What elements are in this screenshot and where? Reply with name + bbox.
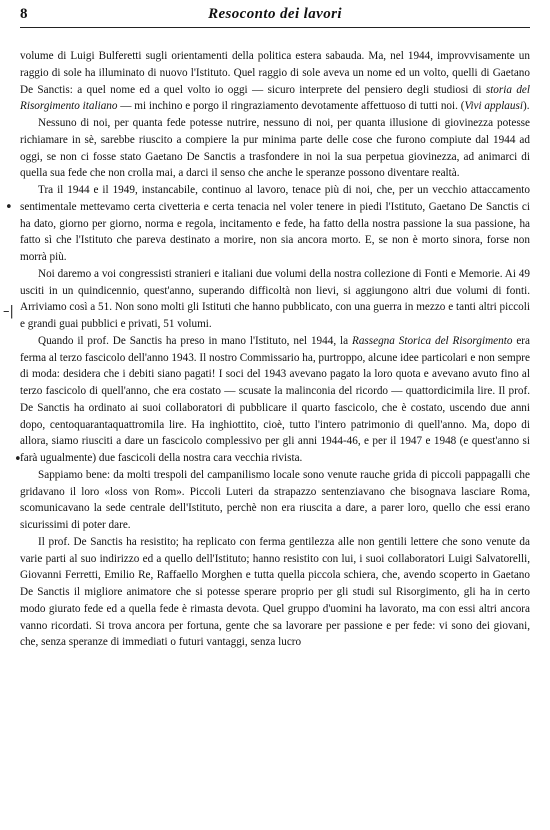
page-header: [20, 6, 530, 28]
body-text: [20, 48, 530, 651]
text-run: era ferma al terzo fascicolo dell'anno 1943. Il nostro Commissario ha, purtroppo, alcune idee particolari e non sempre di moda: desidera che i debiti siano pagati! I soci del 1943 avevano pagato la loro quota e avevano avuto fino al terzo fascicolo di quell'anno, che era costato — scusate la malinconia del ricordo — quattordicimila lire. Il prof. De Sanctis ha ordinato ai suoi collaboratori di pubblicare il quarto fascicolo, che è costato, uscendo due anni dopo, centoquarantaquattromila lire. Ha inghiottito, cioè, tutto l'intero patrimonio di quell'anno. Ma, dopo di allora, siamo riusciti a dare un fascicolo complessivo per gli anni 1944-46, e per il 1947 e 1948 (e quest'anno si farà ugualmente) due fascicoli della nostra cara vecchia rivista.: [20, 334, 530, 464]
text-run: Quando il prof. De Sanctis ha preso in mano l'Istituto, nel 1944, la: [38, 334, 352, 347]
text-run: Tra il 1944 e il 1949, instancabile, continuo al lavoro, tenace più di noi, che, per un vecchio attaccamento sentimentale mettevamo certa civetteria e certa tenacia nel voler tenere in piedi l'Istituto, Gaetano De Sanctis ci ha dato, giorno per giorno, norma e regola, incitamento e fede, ha fatto della nostra passione la sua passione, ha fatto sì che l'Istituto che pareva destinato a morire, non sia ancora morto. E, se non è morto sinora, forse non morrà più.: [20, 184, 530, 263]
paragraph-p3: [20, 182, 530, 266]
text-run: Il prof. De Sanctis ha resistito; ha replicato con ferma gentilezza alle non gentili lettere che sono venute da varie parti al suo indirizzo ed a quello dell'Istituto; hanno resistito con lui, i suoi collaboratori Luigi Salvatorelli, Giovanni Ferretti, Emilio Re, Raffaello Morghen e tutta quella piccola schiera, che, avendo scoperto in Gaetano De Sanctis il migliore animatore che si potesse sperare proprio per gli studi sul Risorgimento, gli ha in certo modo giurato fede ed a quella fede è rimasta devota. Quel gruppo d'uomini ha lavorato, ma con essi altri ancora vanno ricordati. Si trova ancora per fortuna, gente che sa lavorare per passione e per fede: vi sono dei giovani, che, senza speranze di immediati o futuri vantaggi, senza lucro: [20, 535, 530, 649]
italic-text: Rassegna Storica del Risorgimento: [351, 334, 513, 347]
running-title: Resoconto dei lavori: [208, 6, 342, 22]
page-number: 8: [20, 6, 28, 22]
text-run: Nessuno di noi, per quanta fede potesse nutrire, nessuno di noi, per quanta illusione di giovinezza potesse richiamare in sè, sarebbe riuscito a compiere la pur minima parte delle cose che furono compiute dal 1944 ad oggi, se non ci fosse stato Gaetano De Sanctis a trasfondere in noi la sua perpetua giovinezza, ad animarci di quella sua fede che non crolla mai, a darci il senso che anche le speranze possono diventare realtà.: [20, 117, 530, 180]
margin-mark: •: [14, 452, 22, 467]
paragraph-p5: [20, 333, 530, 467]
text-run: ).: [522, 100, 530, 113]
paragraph-p2: [20, 115, 530, 182]
header-rule: [20, 27, 530, 28]
text-run: Sappiamo bene: da molti trespoli del campanilismo locale sono venute rauche grida di piccoli pappagalli che gridavano il loro «loss von Rom». Piccoli Luteri da strapazzo sentenziavano che bisognava lasciare Roma, scomunicavano la sede centrale dell'Istituto, perchè non era riuscita a dare, a parer loro, quello che essi erano sicurissimi di poter dare.: [20, 468, 530, 531]
margin-mark: –|: [3, 304, 14, 319]
italic-text: storia del Risorgimento italiano: [20, 83, 530, 113]
margin-mark: •: [5, 200, 13, 215]
text-run: volume di Luigi Bulferetti sugli orientamenti della politica estera sabauda. Ma, nel 1944, improvvisamente un raggio di sole ha illuminato di nuovo l'Istituto. Quel raggio di sole aveva un nome ed un volto, quelli di Gaetano De Sanctis: a quel nome ed a quel volto io oggi — sicuro interprete del pensiero degli studiosi di: [20, 50, 530, 96]
paragraph-p6: [20, 467, 530, 534]
paragraph-p7: [20, 534, 530, 651]
italic-text: Vivi applausi: [464, 100, 523, 113]
paragraph-p4: [20, 266, 530, 333]
text-run: — mi inchino e porgo il ringraziamento devotamente affettuoso di tutti noi. (: [117, 100, 465, 113]
text-run: Noi daremo a voi congressisti stranieri e italiani due volumi della nostra collezione di Fonti e Memorie. Ai 49 usciti in un quindicennio, quest'anno, superando difficoltà non lievi, si aggiungono altri due volumi di fonti. Arriviamo così a 51. Non sono molti gli Istituti che hanno pubblicato, con una guerra in mezzo e tanti altri piccoli e grandi guai pubblici e privati, 51 volumi.: [20, 267, 530, 330]
paragraph-p1: [20, 48, 530, 115]
